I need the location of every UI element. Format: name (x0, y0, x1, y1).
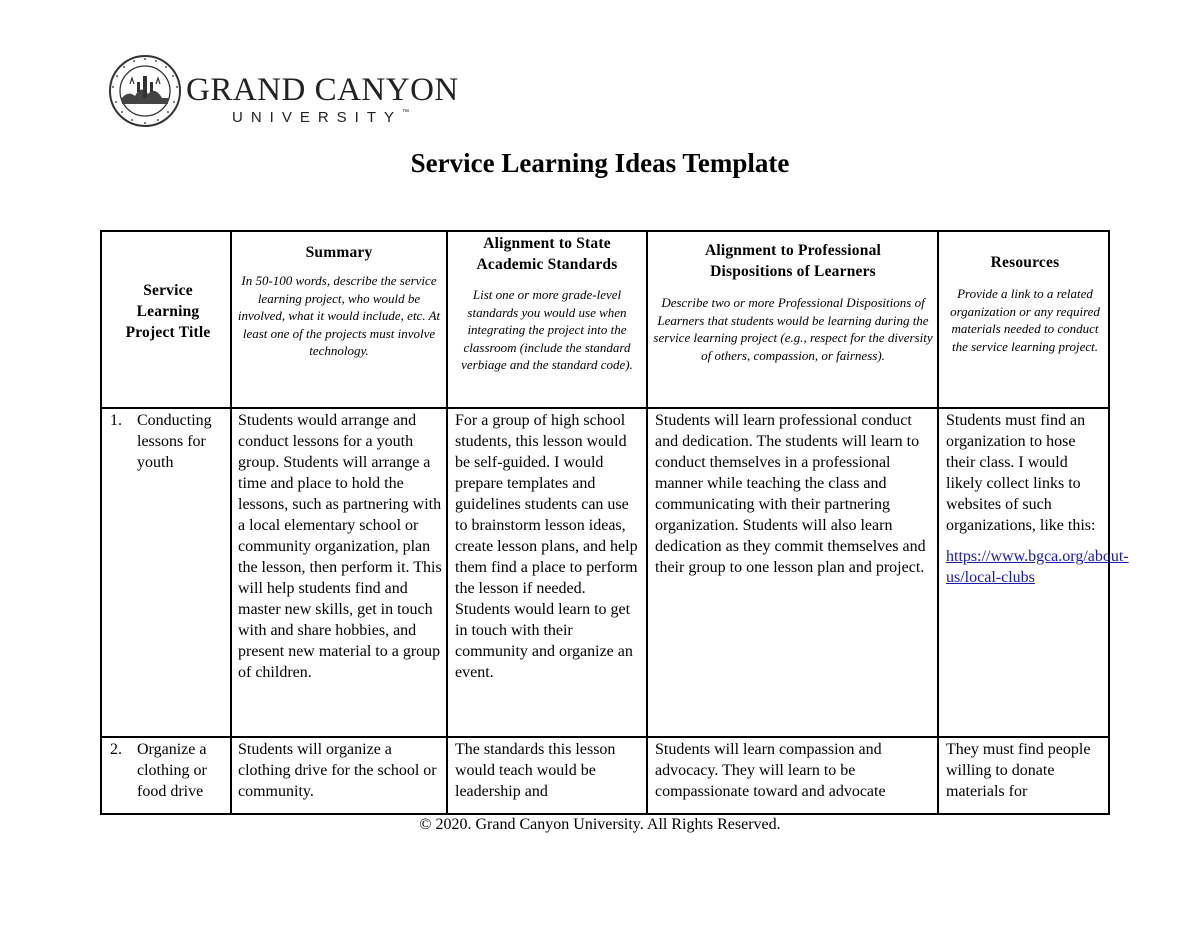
header-standards-title: Alignment to State Academic Standards (476, 235, 618, 273)
header-resources-title: Resources (990, 254, 1060, 271)
copyright-footer: © 2020. Grand Canyon University. All Rights Reserved. (419, 816, 781, 833)
header-project-title: Service Learning Project Title (125, 282, 211, 341)
table-row-1-dispositions: Students will learn professional conduct and dedication. The students will learn to conduct themselves in a professional manner while teaching the class and communicating with their partnering organization. Students will also learn dedication as they commit themselves and their group to one lesson plan and project. (655, 412, 930, 576)
table-row-2-resources: They must find people willing to donate materials for (946, 741, 1095, 800)
row-number: 1. (110, 412, 122, 429)
row-project-title: Conducting lessons for youth (137, 412, 212, 471)
table-row-1-standards: For a group of high school students, this lesson would be self-guided. I would prepare templates and guidelines students can use to brainstorm lesson ideas, create lesson plans, and help them find a place to perform the lesson if needed. Students would learn to get in touch with their community and organize an event. (455, 412, 642, 681)
logo-wordmark-name: GRAND CANYON (186, 72, 459, 108)
table-row-2-standards: The standards this lesson would teach would be leadership and (455, 741, 620, 800)
column-divider (230, 232, 232, 813)
header-resources (945, 252, 1105, 355)
university-seal-icon (108, 54, 182, 128)
table-row-1-project (110, 410, 228, 473)
column-divider (646, 232, 648, 813)
header-resources-desc: Provide a link to a related organization or any required materials needed to conduct the service learning project. (950, 286, 1100, 354)
column-divider (937, 232, 939, 813)
university-logo (108, 54, 459, 128)
table-row-1-summary: Students would arrange and conduct lessons for a youth group. Students will arrange a time and place to hold the lessons, such as partnering with a local elementary school or community organization, plan the lesson, then perform it. This will help students find and master new skills, get in touch with and share hobbies, and present new material to a group of children. (238, 412, 446, 681)
header-dispositions-title: Alignment to Professional Dispositions of Learners (704, 242, 882, 280)
header-dispositions (653, 240, 933, 364)
column-divider (446, 232, 448, 813)
row-divider (102, 407, 1108, 409)
logo-wordmark-university: UNIVERSITY™ (232, 109, 410, 126)
resource-link[interactable]: https://www.bgca.org/about-us/local-clubs (946, 548, 1129, 586)
table-row-2-dispositions: Students will learn compassion and advocacy. They will learn to be compassionate toward and advocate (655, 741, 886, 800)
page-title: Service Learning Ideas Template (410, 148, 790, 178)
row-divider (102, 736, 1108, 738)
table-row-1-resources: Students must find an organization to hose their class. I would likely collect links to websites of such organizations, like this: https://www.bgca.org/about-us/local-clubs (946, 412, 1129, 586)
header-summary-desc: In 50-100 words, describe the service learning project, who would be involved, what it would include, etc. At least one of the projects must involve technology. (237, 273, 441, 358)
service-learning-table (100, 230, 1129, 815)
header-standards-desc: List one or more grade-level standards you would use when integrating the project into the classroom (include the standard verbiage and the standard code). (461, 287, 633, 372)
row-number: 2. (110, 741, 122, 758)
header-standards (452, 233, 642, 374)
table-row-2-summary: Students will organize a clothing drive for the school or community. (238, 741, 441, 800)
header-dispositions-desc: Describe two or more Professional Dispositions of Learners that students would be learning during the service learning project (e.g., respect for the diversity of others, compassion, or fairness). (653, 295, 933, 363)
table-row-2-project (110, 739, 228, 802)
header-summary-title: Summary (305, 244, 373, 261)
header-summary (236, 242, 442, 360)
row-project-title: Organize a clothing or food drive (137, 741, 207, 800)
